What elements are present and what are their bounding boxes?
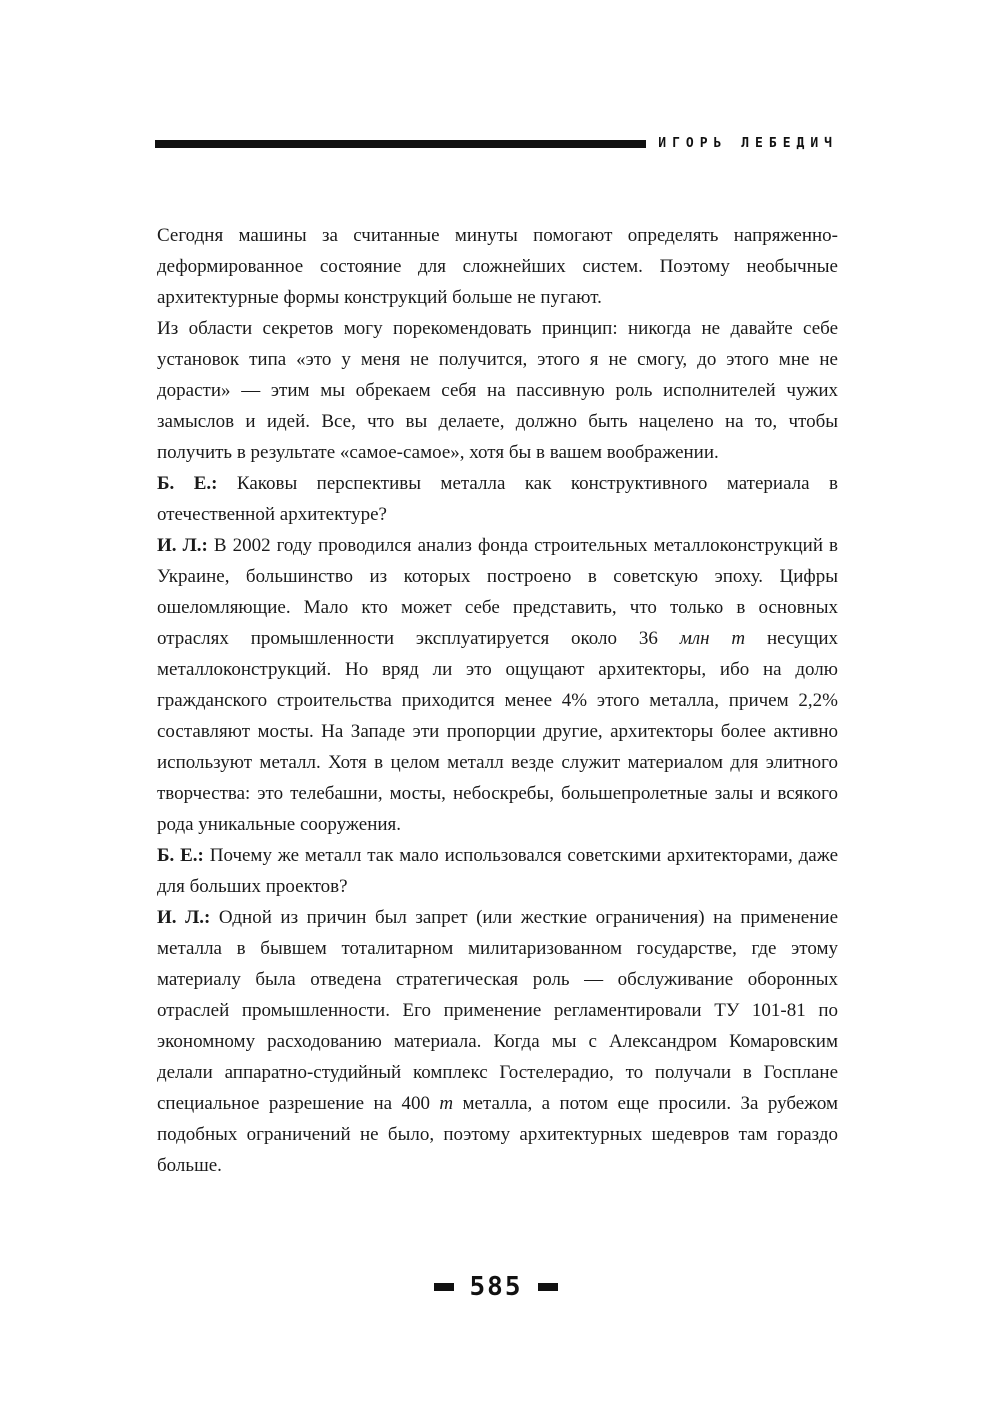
question: [157, 468, 838, 530]
header-rule: [155, 140, 646, 148]
folio-bar-right: [538, 1283, 558, 1291]
speaker-label: И. Л.:: [157, 907, 211, 928]
unit: млн т: [679, 628, 746, 649]
folio-bar-left: [434, 1283, 454, 1291]
answer-text: Одной из причин был запрет (или жесткие ограничения) на применение металла в бывшем тоталитарном милитаризованном государстве, где этому материалу была отведена стратегическая роль — обслуживание оборонных отраслей промышленности. Его применение регламентировали ТУ 101-81 по экономному расходованию материала. Когда мы с Александром Комаровским делали аппаратно-студийный комплекс Гостелерадио, то получали в Госплане специальное разрешение на 400: [157, 907, 839, 1114]
page-folio: [0, 1272, 992, 1302]
answer-text: В 2002 году проводился анализ фонда строительных металлоконструкций в Украине, большинство из которых построено в советскую эпоху. Цифры ошеломляющие. Мало кто может себе представить, что только в основных отраслях промышленности эксплуатируется около 36: [157, 535, 839, 649]
answer: [157, 902, 838, 1181]
page-number: 585: [469, 1272, 523, 1302]
speaker-label: И. Л.:: [157, 535, 208, 556]
running-head: [155, 136, 838, 152]
answer-text: несущих металлоконструкций. Но вряд ли это ощущают архитекторы, ибо на долю гражданского строительства приходится менее 4% этого металла, причем 2,2% составляют мосты. На Западе эти пропорции другие, архитекторы более активно используют металл. Хотя в целом металл везде служит материалом для элитного творчества: это телебашни, мосты, небоскребы, большепролетные залы и всякого рода уникальные сооружения.: [157, 628, 839, 835]
speaker-label: Б. Е.:: [157, 473, 218, 494]
running-title: ИГОРЬ ЛЕБЕДИЧ: [658, 136, 838, 151]
main-text: [157, 220, 838, 1181]
paragraph: Сегодня машины за считанные минуты помогают определять напряженно-деформированное состояние для сложнейших систем. Поэтому необычные архитектурные формы конструкций больше не пугают.: [157, 225, 838, 308]
question: [157, 840, 838, 902]
speaker-label: Б. Е.:: [157, 845, 204, 866]
answer-text: металла, а потом еще просили. За рубежом подобных ограничений не было, поэтому архитектурных шедевров там гораздо больше.: [157, 1093, 838, 1176]
question-text: Почему же металл так мало использовался советскими архитекторами, даже для больших проектов?: [157, 845, 839, 897]
question-text: Каковы перспективы металла как конструктивного материала в отечественной архитектуре?: [157, 473, 838, 525]
unit: т: [439, 1093, 454, 1114]
answer: [157, 530, 838, 840]
paragraph: Из области секретов могу порекомендовать принцип: никогда не давайте себе установок типа «это у меня не получится, этого я не смогу, до этого мне не дорасти» — этим мы обрекаем себя на пассивную роль исполнителей чужих замыслов и идей. Все, что вы делаете, должно быть нацелено на то, чтобы получить в результате «самое-самое», хотя бы в вашем воображении.: [157, 318, 838, 463]
